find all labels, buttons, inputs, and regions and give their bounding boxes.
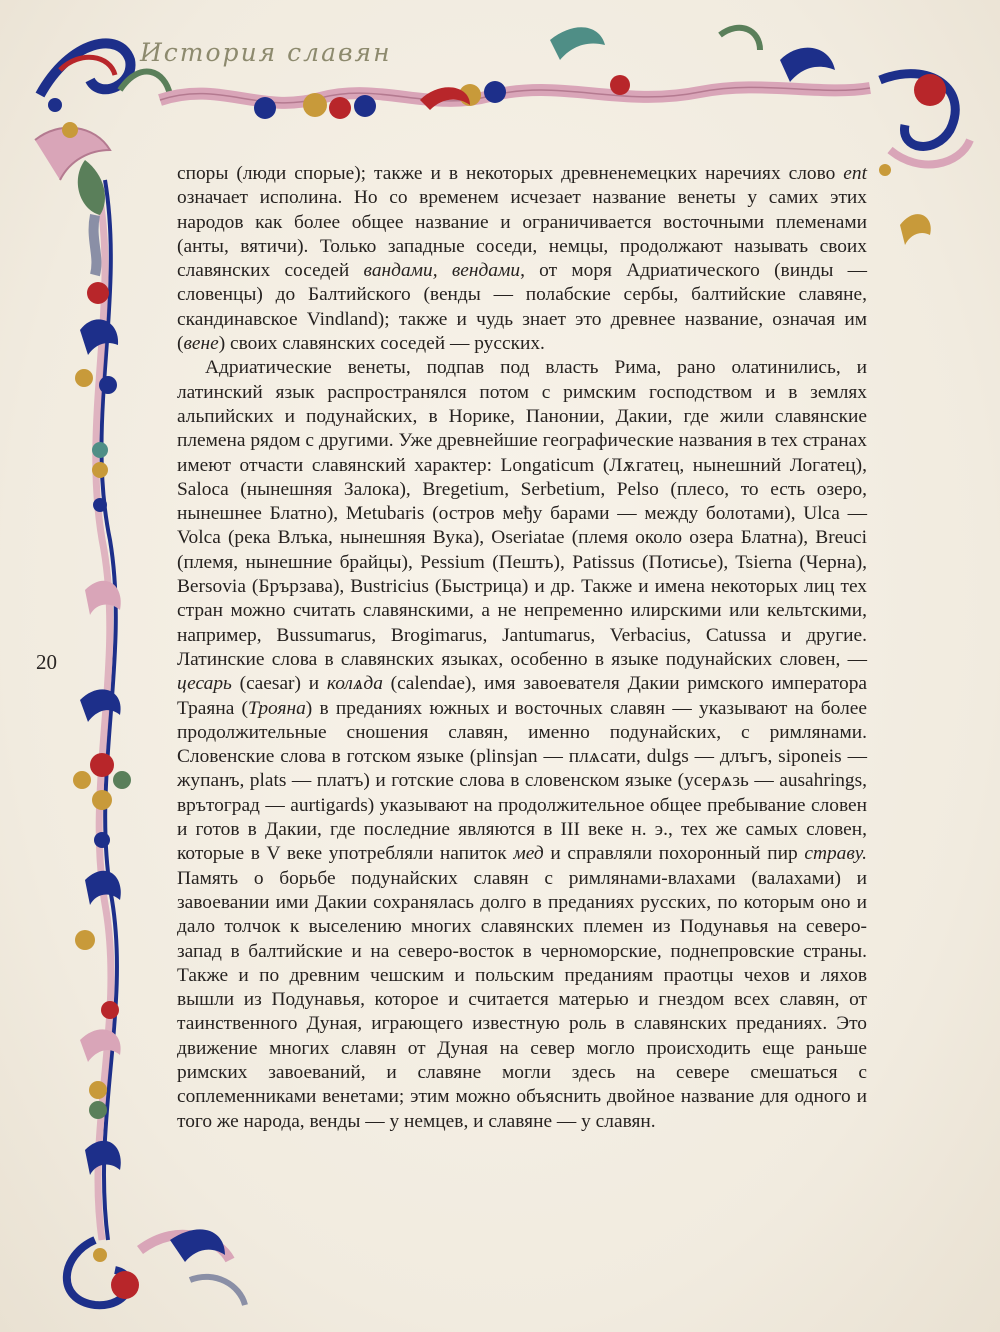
top-right-flourish xyxy=(879,74,970,245)
text-run: споры (люди спорые); также и в некоторых древненемецких наречиях слово xyxy=(177,163,844,184)
italic-term: колѧда xyxy=(326,673,383,695)
text-run: ) своих славянских соседей — русских. xyxy=(218,333,545,355)
text-run: (calendae), имя завоевателя Дакии римского императора Траяна ( xyxy=(177,673,868,719)
paragraph xyxy=(177,356,867,1134)
page-number: 20 xyxy=(36,650,57,674)
italic-term: цесарь xyxy=(177,673,232,695)
left-border-band xyxy=(73,160,131,1240)
text-run: и справляли похоронный пир xyxy=(543,843,805,865)
italic-term: ent xyxy=(843,163,867,184)
text-run: ) в преданиях южных и восточных славян — указывают на более продолжительные сношения славян, именно подунайских, с римлянами. Словенские слова в готском языке (plinsjan — плѧсати, dulgs — длъгъ, siponeis — жупанъ, plats — платъ) и готские слова в словенском языке (усерѧзь — ausahrings, врътоград — aurtigards) указывают на продолжительное общее пребывание словен и готов в Дакии, где последние являются в III веке н. э., тех же самых словен, которые в V веке употребляли напиток xyxy=(177,697,867,865)
running-title: История славян xyxy=(140,38,392,67)
text-run: Память о борьбе подунайских славян с римлянами-влахами (валахами) и завоевании ими Дакии сохранялась долго в преданиях русских, по которым оно и дало толчок к выселению многих славянских племен из Подунавья на северо-запад в балтийские и на северо-восток в черноморские, поднепровские страны. Также и по древним чешским и польским преданиям праотцы чехов и ляхов вышли из Подунавья, которое и считается матерью и гнездом всех славян, от таинственного Дуная, играющего известную роль в славянских преданиях. Это движение многих славян от Дуная на север могло происходить еще раньше римских завоеваний, и славяне могли здесь на севере смешаться с соплеменниками венетами; этим можно объяснить двойное название для одного и того же народа, венды — у немцев, и славяне — у славян. xyxy=(177,867,867,1132)
text-run: Адриатические венеты, подпав под власть Рима, рано олатинились, и латинский язык распространялся потом с римским господством и в землях альпийских и подунайских, в Норике, Панонии, Дакии, где жили славянские племена рядом с другими. Уже древнейшие географические названия в тех странах имеют отчасти славянский характер: Longaticum (Лѫгатец, нынешний Логатец), Saloca (нынешняя Залока), Bregetium, Serbetium, Pelso (плесо, то есть озеро, нынешнее Блатно), Metubaris (остров међу барами — между болотами), Ulca — Volca (река Влъка, нынешняя Вука), Oseriatae (племя около озера Блатна), Breuci (племя, нынешние брайцы), Pessium (Пешть), Patissus (Потисье), Tsierna (Черна), Bersovia (Брързава), Bustricius (Быстрица) и др. Также и имена некоторых лиц тех стран можно считать славянскими, а не непременно илирскими или кельтскими, например, Bussumarus, Brogimarus, Jantumarus, Verbacius, Catussa и другие. Латинские слова в славянских языках, особенно в языке подунайских словен, — xyxy=(177,357,867,670)
text-run: означает исполина. Но со временем исчезает название венеты у самих этих народов как более общее название и ограничивается восточными племенами (анты, вятичи). Только западные соседи, немцы, продолжают называть своих славянских соседей xyxy=(177,187,867,282)
paragraph xyxy=(177,162,867,356)
italic-term: мед xyxy=(513,843,544,865)
text-run: (caesar) и xyxy=(231,673,327,695)
italic-term: вене xyxy=(183,333,219,355)
body-text xyxy=(177,162,867,1134)
bottom-left-flourish xyxy=(67,1229,245,1305)
text-run: , от моря Адриатического (винды — словенцы) до Балтийского (венды — полабские сербы, балтийские славяне, скандинавское Vindland); также и чудь знает это древнее название, означая им ( xyxy=(177,260,868,355)
italic-term: вандами, вендами xyxy=(363,260,521,282)
italic-term: страву. xyxy=(804,843,867,865)
italic-term: Трояна xyxy=(248,697,306,719)
